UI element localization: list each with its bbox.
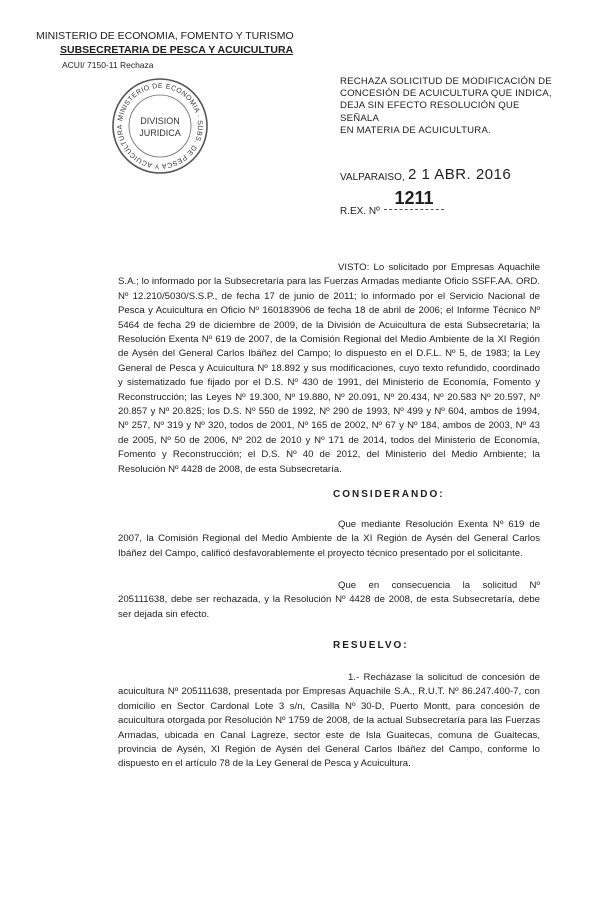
resuelvo-heading: RESUELVO:: [333, 640, 409, 651]
ministry-name: MINISTERIO DE ECONOMIA, FOMENTO Y TURISMO: [36, 30, 294, 42]
svg-text:JURIDICA: JURIDICA: [139, 128, 181, 138]
svg-text:MINISTERIO DE ECONOMIA · SUBS.: MINISTERIO DE ECONOMIA · SUBS. DE PESCA Y ACUICULTURA: [116, 82, 204, 170]
division-juridica-stamp: [110, 76, 210, 176]
rex-label: R.EX. Nº: [340, 206, 380, 217]
visto-paragraph: VISTO: Lo solicitado por Empresas Aquachile S.A.; lo informado por la Subsecretaría para las Fuerzas Armadas mediante Oficio SSFF.AA. ORD. Nº 12.210/5030/S.S.P., de fecha 17 de junio de 2011; lo informado por el Servicio Nacional de Pesca y Acuicultura en Oficio Nº 160183906 de fecha 18 de abril de 2006; el Informe Técnico Nº 5464 de fecha 29 de diciembre de 2009, de la División de Acuicultura de esta Subsecretaría; la Resolución Exenta Nº 619 de 2007, de la Comisión Regional del Medio Ambiente de la XI Región de Aysén del General Carlos Ibáñez del Campo; lo dispuesto en el D.F.L. Nº 5, de 1983; la Ley General de Pesca y Acuicultura Nº 18.892 y sus modificaciones, cuyo texto refundido, coordinado y sistematizado fue fijado por el D.S. Nº 430 de 1991, del Ministerio de Economía, Fomento y Reconstrucción; las Leyes Nº 19.300, Nº 19.880, Nº 20.091, Nº 20.434, Nº 20.583 Nº 20.597, Nº 20.857 y Nº 20.825; los D.S. Nº 550 de 1992, Nº 290 de 1993, Nº 499 y Nº 604, ambos de 1994, Nº 257, Nº 319 y Nº 320, todos de 2001, Nº 165 de 2002, Nº 67 y Nº 184, ambos de 2003, Nº 43 de 2005, Nº 50 de 2006, Nº 202 de 2010 y Nº 171 de 2014, todos del Ministerio de Economía, Fomento y Reconstrucción; el D.S. Nº 40 de 2012, del Ministerio del Medio Ambiente; la Resolución Nº 4428 de 2008, de esta Subsecretaría.: [118, 262, 540, 475]
title-line: RECHAZA SOLICITUD DE MODIFICACIÓN DE: [340, 76, 552, 87]
place-label: VALPARAISO,: [340, 172, 405, 183]
title-line: EN MATERIA DE ACUICULTURA.: [340, 124, 491, 136]
svg-text:DIVISION: DIVISION: [140, 116, 180, 126]
title-line: DEJA SIN EFECTO RESOLUCIÓN QUE SEÑALA: [340, 100, 520, 124]
resuelvo-item: 1.- Recházase la solicitud de concesión de acuicultura Nº 205111638, presentada por Empresas Aquachile S.A., R.U.T. Nº 86.247.400-7, con domicilio en Sector Cardonal Lote 3 s/n, Casilla Nº 30-D, Puerto Montt, para concesión de acuicultura otorgada por Resolución Nº 1759 de 2008, de la actual Subsecretaría para las Fuerzas Armadas, ubicada en Canal Lagreze, sector este de Isla Guaitecas, comuna de Guaitecas, provincia de Aysén, XI Región de Aysén del General Carlos Ibáñez del Campo, conforme lo dispuesto en el artículo 78 de la Ley General de Pesca y Acuicultura.: [118, 672, 540, 770]
subsecretaria-name: SUBSECRETARIA DE PESCA Y ACUICULTURA: [60, 44, 294, 56]
reference-code: ACUI/ 7150-11 Rechaza: [62, 60, 154, 70]
resolution-title: [340, 76, 560, 137]
considerando-heading: CONSIDERANDO:: [333, 489, 445, 500]
considerando-item: Que en consecuencia la solicitud Nº 205111638, debe ser rechazada, y la Resolución Nº 4428 de 2008, de esta Subsecretaría, debe ser dejada sin efecto.: [118, 580, 540, 620]
date-stamp: 2 1 ABR. 2016: [408, 166, 512, 183]
title-line: CONCESIÓN DE ACUICULTURA QUE INDICA,: [340, 88, 552, 100]
considerando-item: Que mediante Resolución Exenta Nº 619 de 2007, la Comisión Regional del Medio Ambiente de la XI Región de Aysén del General Carlos Ibáñez del Campo, calificó desfavorablemente el proyecto técnico presentado por el solicitante.: [118, 519, 540, 559]
rex-number: 1211: [384, 188, 444, 210]
